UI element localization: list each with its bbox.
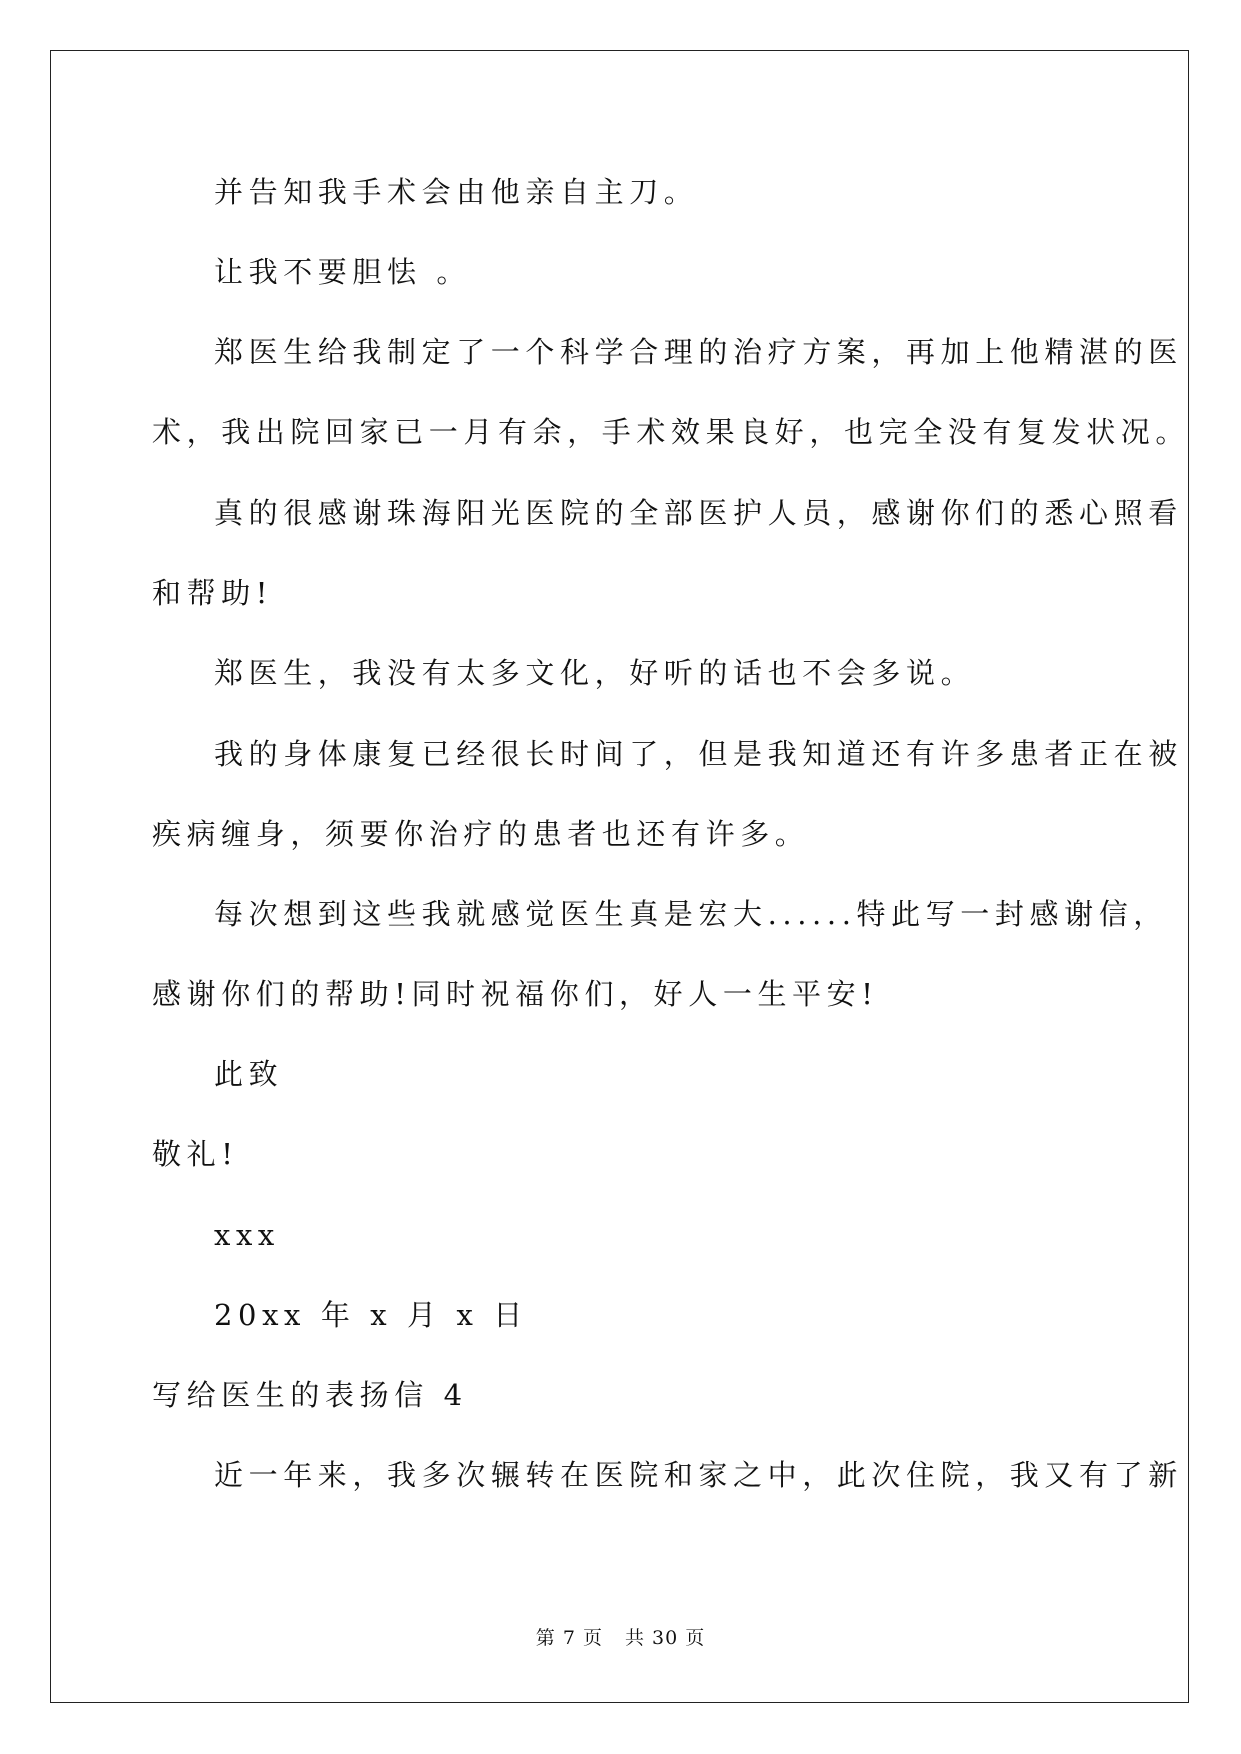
paragraph-line: 疾病缠身，须要你治疗的患者也还有许多。	[152, 817, 810, 851]
paragraph-line: 每次想到这些我就感觉医生真是宏大......特此写一封感谢信，	[214, 897, 1168, 931]
signature-date: 20xx 年 x 月 x 日	[214, 1298, 528, 1332]
page-number: 第 7 页	[535, 1627, 603, 1649]
signature-name: xxx	[214, 1218, 280, 1252]
paragraph-line: 让我不要胆怯 。	[214, 255, 472, 289]
paragraph-line: 近一年来，我多次辗转在医院和家之中，此次住院，我又有了新	[214, 1458, 1183, 1492]
closing-regards: 敬礼!	[152, 1137, 239, 1171]
paragraph-line: 并告知我手术会由他亲自主刀。	[214, 175, 699, 209]
page-footer	[0, 1626, 1241, 1650]
paragraph-line: 感谢你们的帮助!同时祝福你们，好人一生平安!	[152, 977, 879, 1011]
paragraph-line: 术，我出院回家已一月有余，手术效果良好，也完全没有复发状况。	[152, 415, 1191, 449]
closing-salutation: 此致	[214, 1057, 284, 1091]
section-heading: 写给医生的表扬信 4	[152, 1378, 468, 1412]
paragraph-line: 郑医生，我没有太多文化，好听的话也不会多说。	[214, 656, 976, 690]
paragraph-line: 我的身体康复已经很长时间了，但是我知道还有许多患者正在被	[214, 737, 1183, 771]
paragraph-line: 郑医生给我制定了一个科学合理的治疗方案，再加上他精湛的医	[214, 335, 1183, 369]
paragraph-line: 真的很感谢珠海阳光医院的全部医护人员，感谢你们的悉心照看	[214, 496, 1183, 530]
paragraph-line: 和帮助!	[152, 576, 274, 610]
page-total: 共 30 页	[624, 1627, 706, 1649]
